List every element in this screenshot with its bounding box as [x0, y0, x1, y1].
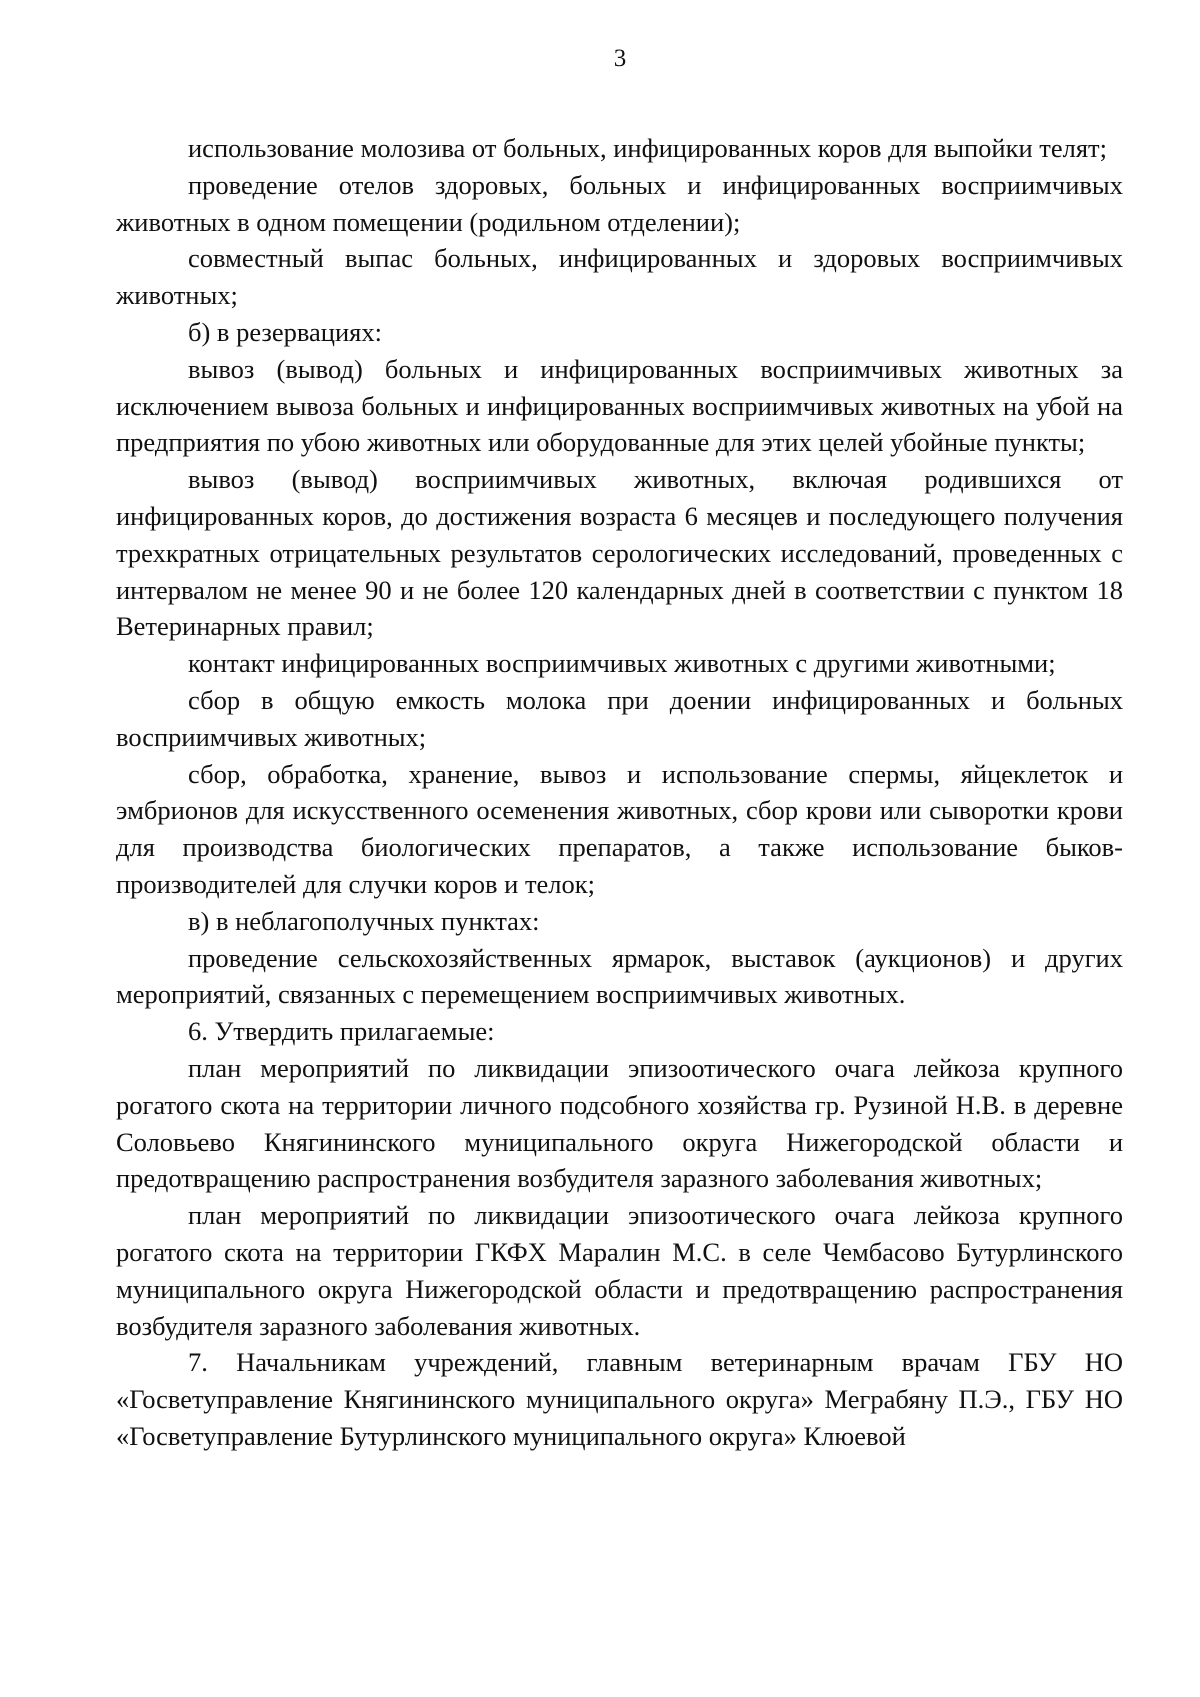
paragraph-colostrum: использование молозива от больных, инфицированных коров для выпойки телят; — [188, 133, 1107, 163]
paragraph-sperm-collection: сбор, обработка, хранение, вывоз и использование спермы, яйцеклеток и эмбрионов для искусственного осеменения животных, сбор крови или сыворотки крови для производства биологических препаратов, а также использование быков-производителей для случки коров и телок; — [116, 758, 1123, 899]
paragraph-fairs: проведение сельскохозяйственных ярмарок, выставок (аукционов) и других мероприятий, связанных с перемещением восприимчивых животных. — [116, 942, 1123, 1010]
paragraph-milk-collection: сбор в общую емкость молока при доении инфицированных и больных восприимчивых животных; — [116, 684, 1123, 752]
paragraph-calving: проведение отелов здоровых, больных и инфицированных восприимчивых животных в одном помещении (родильном отделении); — [116, 169, 1123, 237]
paragraph-removal-sick: вывоз (вывод) больных и инфицированных восприимчивых животных за исключением вывоза больных и инфицированных восприимчивых животных на убой на предприятия по убою животных или оборудованные для этих целей убойные пункты; — [116, 353, 1123, 458]
document-body — [116, 130, 1123, 1455]
paragraph-item-6: 6. Утвердить прилагаемые: — [188, 1016, 495, 1047]
paragraph-joint-grazing: совместный выпас больных, инфицированных и здоровых восприимчивых животных; — [116, 243, 1123, 311]
paragraph-affected-points-heading: в) в неблагополучных пунктах: — [188, 905, 540, 936]
paragraph-removal-susceptible: вывоз (вывод) восприимчивых животных, включая родившихся от инфицированных коров, до достижения возраста 6 месяцев и последующего получения трехкратных отрицательных результатов серологических исследований, проведенных с интервалом не менее 90 и не более 120 календарных дней в соответствии с пунктом 18 Ветеринарных правил; — [116, 464, 1123, 642]
paragraph-plan-chembasovo: план мероприятий по ликвидации эпизоотического очага лейкоза крупного рогатого скота на территории ГКФХ Маралин М.С. в селе Чембасово Бутурлинского муниципального округа Нижегородской области и предотвращению распространения возбудителя заразного заболевания животных. — [116, 1200, 1123, 1341]
paragraph-plan-soloviovo: план мероприятий по ликвидации эпизоотического очага лейкоза крупного рогатого скота на территории личного подсобного хозяйства гр. Рузиной Н.В. в деревне Соловьево Княгининского муниципального округа Нижегородской области и предотвращению распространения возбудителя заразного заболевания животных; — [116, 1052, 1123, 1194]
paragraph-reservations-heading: б) в резервациях: — [188, 316, 382, 347]
paragraph-contact: контакт инфицированных восприимчивых животных с другими животными; — [188, 648, 1056, 679]
page-number: 3 — [613, 45, 627, 72]
paragraph-item-7: 7. Начальникам учреждений, главным ветеринарным врачам ГБУ НО «Госветуправление Княгининского муниципального округа» Меграбяну П.Э., ГБУ НО «Госветуправление Бутурлинского муниципального округа» Клюевой — [116, 1347, 1123, 1451]
